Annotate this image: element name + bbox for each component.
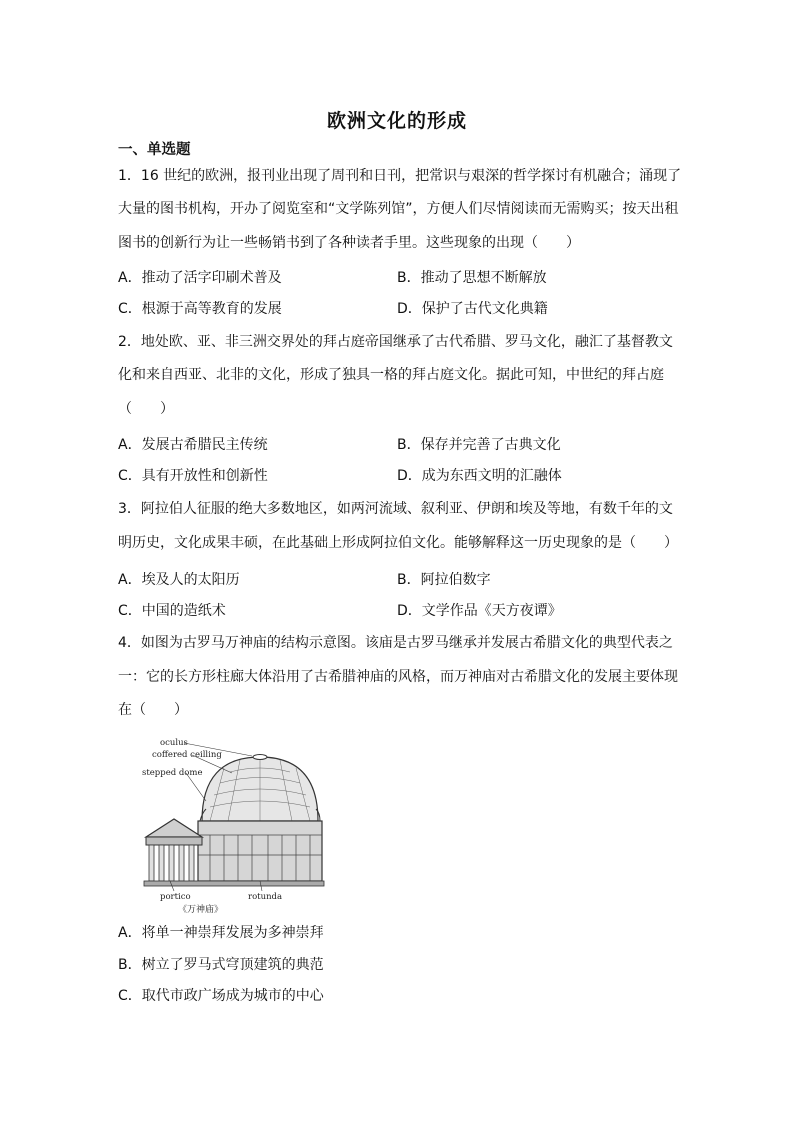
question-3-option-d[interactable]: D．文学作品《天方夜谭》 — [397, 603, 562, 619]
question-2-line-1: 2．地处欧、亚、非三洲交界处的拜占庭帝国继承了古代希腊、罗马文化，融汇了基督教文 — [118, 334, 673, 350]
question-2-line-3: （ ） — [118, 401, 174, 417]
question-3-option-b[interactable]: B．阿拉伯数字 — [397, 572, 491, 588]
page-title: 欧洲文化的形成 — [326, 110, 467, 132]
question-4-line-3: 在（ ） — [118, 702, 188, 718]
pantheon-figure — [140, 735, 325, 915]
label-rotunda: rotunda — [248, 892, 283, 902]
question-4-line-1: 4．如图为古罗马万神庙的结构示意图。该庙是古罗马继承并发展古希腊文化的典型代表之 — [118, 635, 673, 651]
question-3-option-c[interactable]: C．中国的造纸术 — [118, 603, 226, 619]
section-heading: 一、单选题 — [118, 142, 191, 158]
question-1-option-c[interactable]: C．根源于高等教育的发展 — [118, 301, 282, 317]
label-stepped-dome: stepped dome — [142, 768, 203, 778]
question-1-option-b[interactable]: B．推动了思想不断解放 — [397, 270, 547, 286]
question-4-option-a[interactable]: A．将单一神崇拜发展为多神崇拜 — [118, 925, 324, 941]
question-2-option-a[interactable]: A．发展古希腊民主传统 — [118, 437, 268, 453]
question-1-line-3: 图书的创新行为让一些畅销书到了各种读者手里。这些现象的出现（ ） — [118, 235, 580, 251]
question-1-option-d[interactable]: D．保护了古代文化典籍 — [397, 301, 548, 317]
question-4-option-b[interactable]: B．树立了罗马式穹顶建筑的典范 — [118, 957, 324, 973]
question-4-line-2: 一：它的长方形柱廊大体沿用了古希腊神庙的风格，而万神庙对古希腊文化的发展主要体现 — [118, 669, 678, 685]
question-3-line-2: 明历史，文化成果丰硕，在此基础上形成阿拉伯文化。能够解释这一历史现象的是（ ） — [118, 535, 678, 551]
figure-caption: 《万神庙》 — [178, 905, 224, 915]
question-1-line-1: 1．16 世纪的欧洲，报刊业出现了周刊和日刊，把常识与艰深的哲学探讨有机融合；涌现了 — [118, 168, 682, 184]
question-4-option-c[interactable]: C．取代市政广场成为城市的中心 — [118, 988, 324, 1004]
label-coffered-ceiling: coffered ceilling — [152, 750, 222, 760]
question-2-line-2: 化和来自西亚、北非的文化，形成了独具一格的拜占庭文化。据此可知，中世纪的拜占庭 — [118, 367, 664, 383]
question-2-option-d[interactable]: D．成为东西文明的汇融体 — [397, 468, 562, 484]
question-3-line-1: 3．阿拉伯人征服的绝大多数地区，如两河流域、叙利亚、伊朗和埃及等地，有数千年的文 — [118, 501, 673, 517]
question-1-option-a[interactable]: A．推动了活字印刷术普及 — [118, 270, 282, 286]
question-2-option-b[interactable]: B．保存并完善了古典文化 — [397, 437, 561, 453]
question-3-option-a[interactable]: A．埃及人的太阳历 — [118, 572, 240, 588]
question-2-option-c[interactable]: C．具有开放性和创新性 — [118, 468, 268, 484]
label-oculus: oculus — [160, 738, 188, 748]
label-portico: portico — [160, 892, 191, 902]
question-1-line-2: 大量的图书机构，开办了阅览室和“文学陈列馆”，方便人们尽情阅读而无需购买；按天出租 — [118, 201, 679, 217]
pantheon-diagram — [140, 735, 325, 915]
